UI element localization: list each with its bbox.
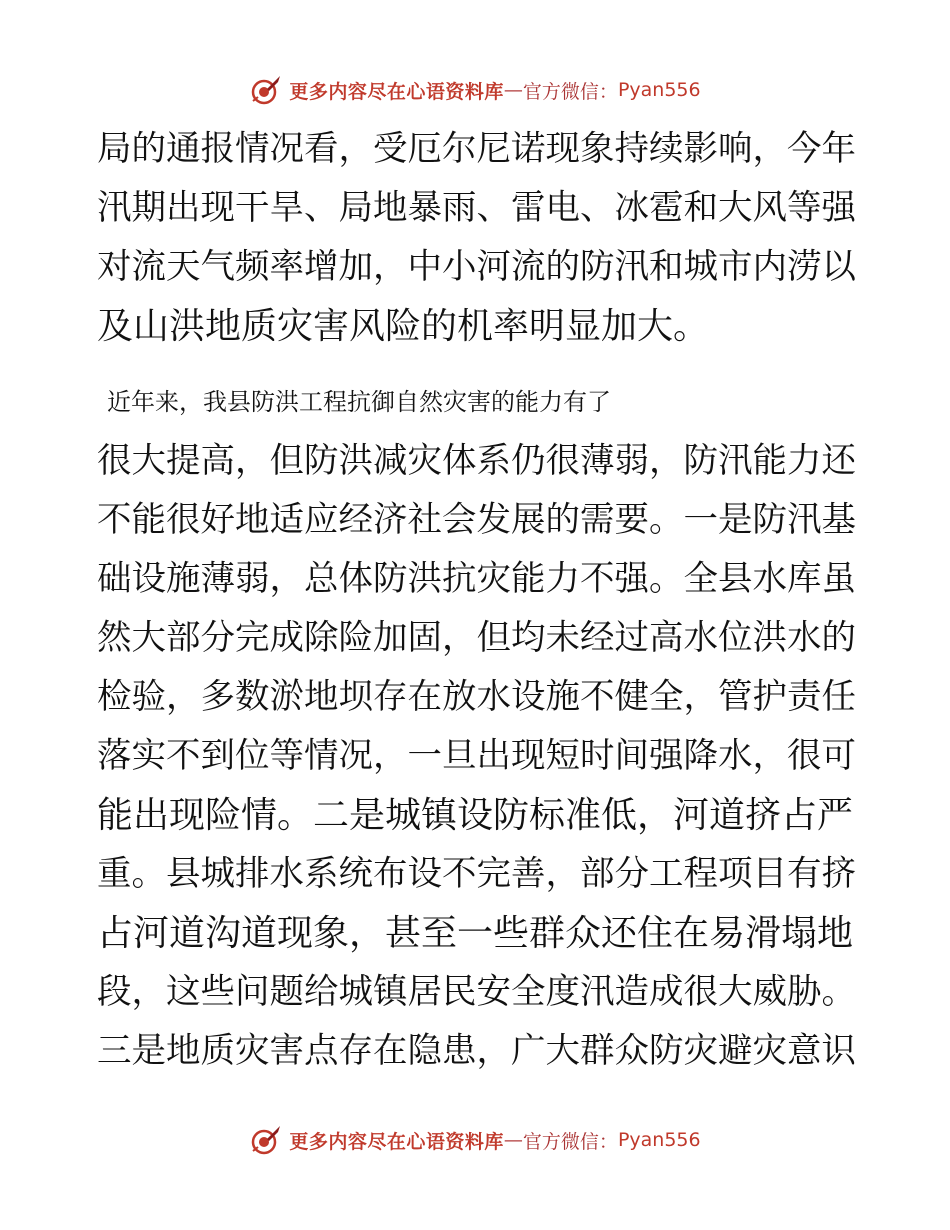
text-line: 落实不到位等情况，一旦出现短时间强降水，很可 <box>97 736 856 776</box>
watermark-dash: — <box>503 1129 523 1151</box>
text-line: 汛期出现干旱、局地暴雨、雷电、冰雹和大风等强 <box>97 188 856 228</box>
watermark-wechat-id: Pyan556 <box>617 1129 701 1151</box>
text-line: 三是地质灾害点存在隐患，广大群众防灾避灾意识 <box>97 1031 856 1071</box>
text-line: 近年来，我县防洪工程抗御自然灾害的能力有了 <box>107 388 611 416</box>
watermark-dash: — <box>503 79 523 101</box>
paragraph-2 <box>97 373 857 1081</box>
text-line: 占河道沟道现象，甚至一些群众还住在易滑塌地 <box>97 913 854 954</box>
text-line: 然大部分完成除险加固，但均未经过高水位洪水的 <box>97 618 856 658</box>
watermark-brand-text: 更多内容尽在心语资料库 <box>289 80 504 103</box>
watermark-wechat-label: 官方微信： <box>522 80 618 103</box>
watermark-brand-text: 更多内容尽在心语资料库 <box>289 1130 504 1153</box>
text-line: 能出现险情。二是城镇设防标准低，河道挤占严 <box>97 795 854 836</box>
watermark-wechat-label: 官方微信： <box>522 1130 618 1153</box>
header-watermark <box>0 70 950 110</box>
paragraph-1 <box>97 120 857 356</box>
quill-logo-icon <box>249 1123 283 1157</box>
text-line: 检验，多数淤地坝存在放水设施不健全，管护责任 <box>97 677 856 717</box>
text-line: 段，这些问题给城镇居民安全度汛造成很大威胁。 <box>97 972 856 1012</box>
text-line: 础设施薄弱，总体防洪抗灾能力不强。全县水库虽 <box>97 559 856 599</box>
document-body <box>97 120 857 1081</box>
text-line: 不能很好地适应经济社会发展的需要。一是防汛基 <box>97 500 856 540</box>
paragraph-spacer <box>97 356 857 373</box>
text-line: 局的通报情况看，受厄尔尼诺现象持续影响，今年 <box>97 129 856 169</box>
text-line: 重。县城排水系统布设不完善，部分工程项目有挤 <box>97 854 856 894</box>
text-line: 及山洪地质灾害风险的机率明显加大。 <box>97 306 710 347</box>
quill-logo-icon <box>249 73 283 107</box>
text-line: 对流天气频率增加，中小河流的防汛和城市内涝以 <box>97 247 856 287</box>
footer-watermark <box>0 1120 950 1160</box>
watermark-wechat-id: Pyan556 <box>617 79 701 101</box>
text-line: 很大提高，但防洪减灾体系仍很薄弱，防汛能力还 <box>97 441 856 481</box>
